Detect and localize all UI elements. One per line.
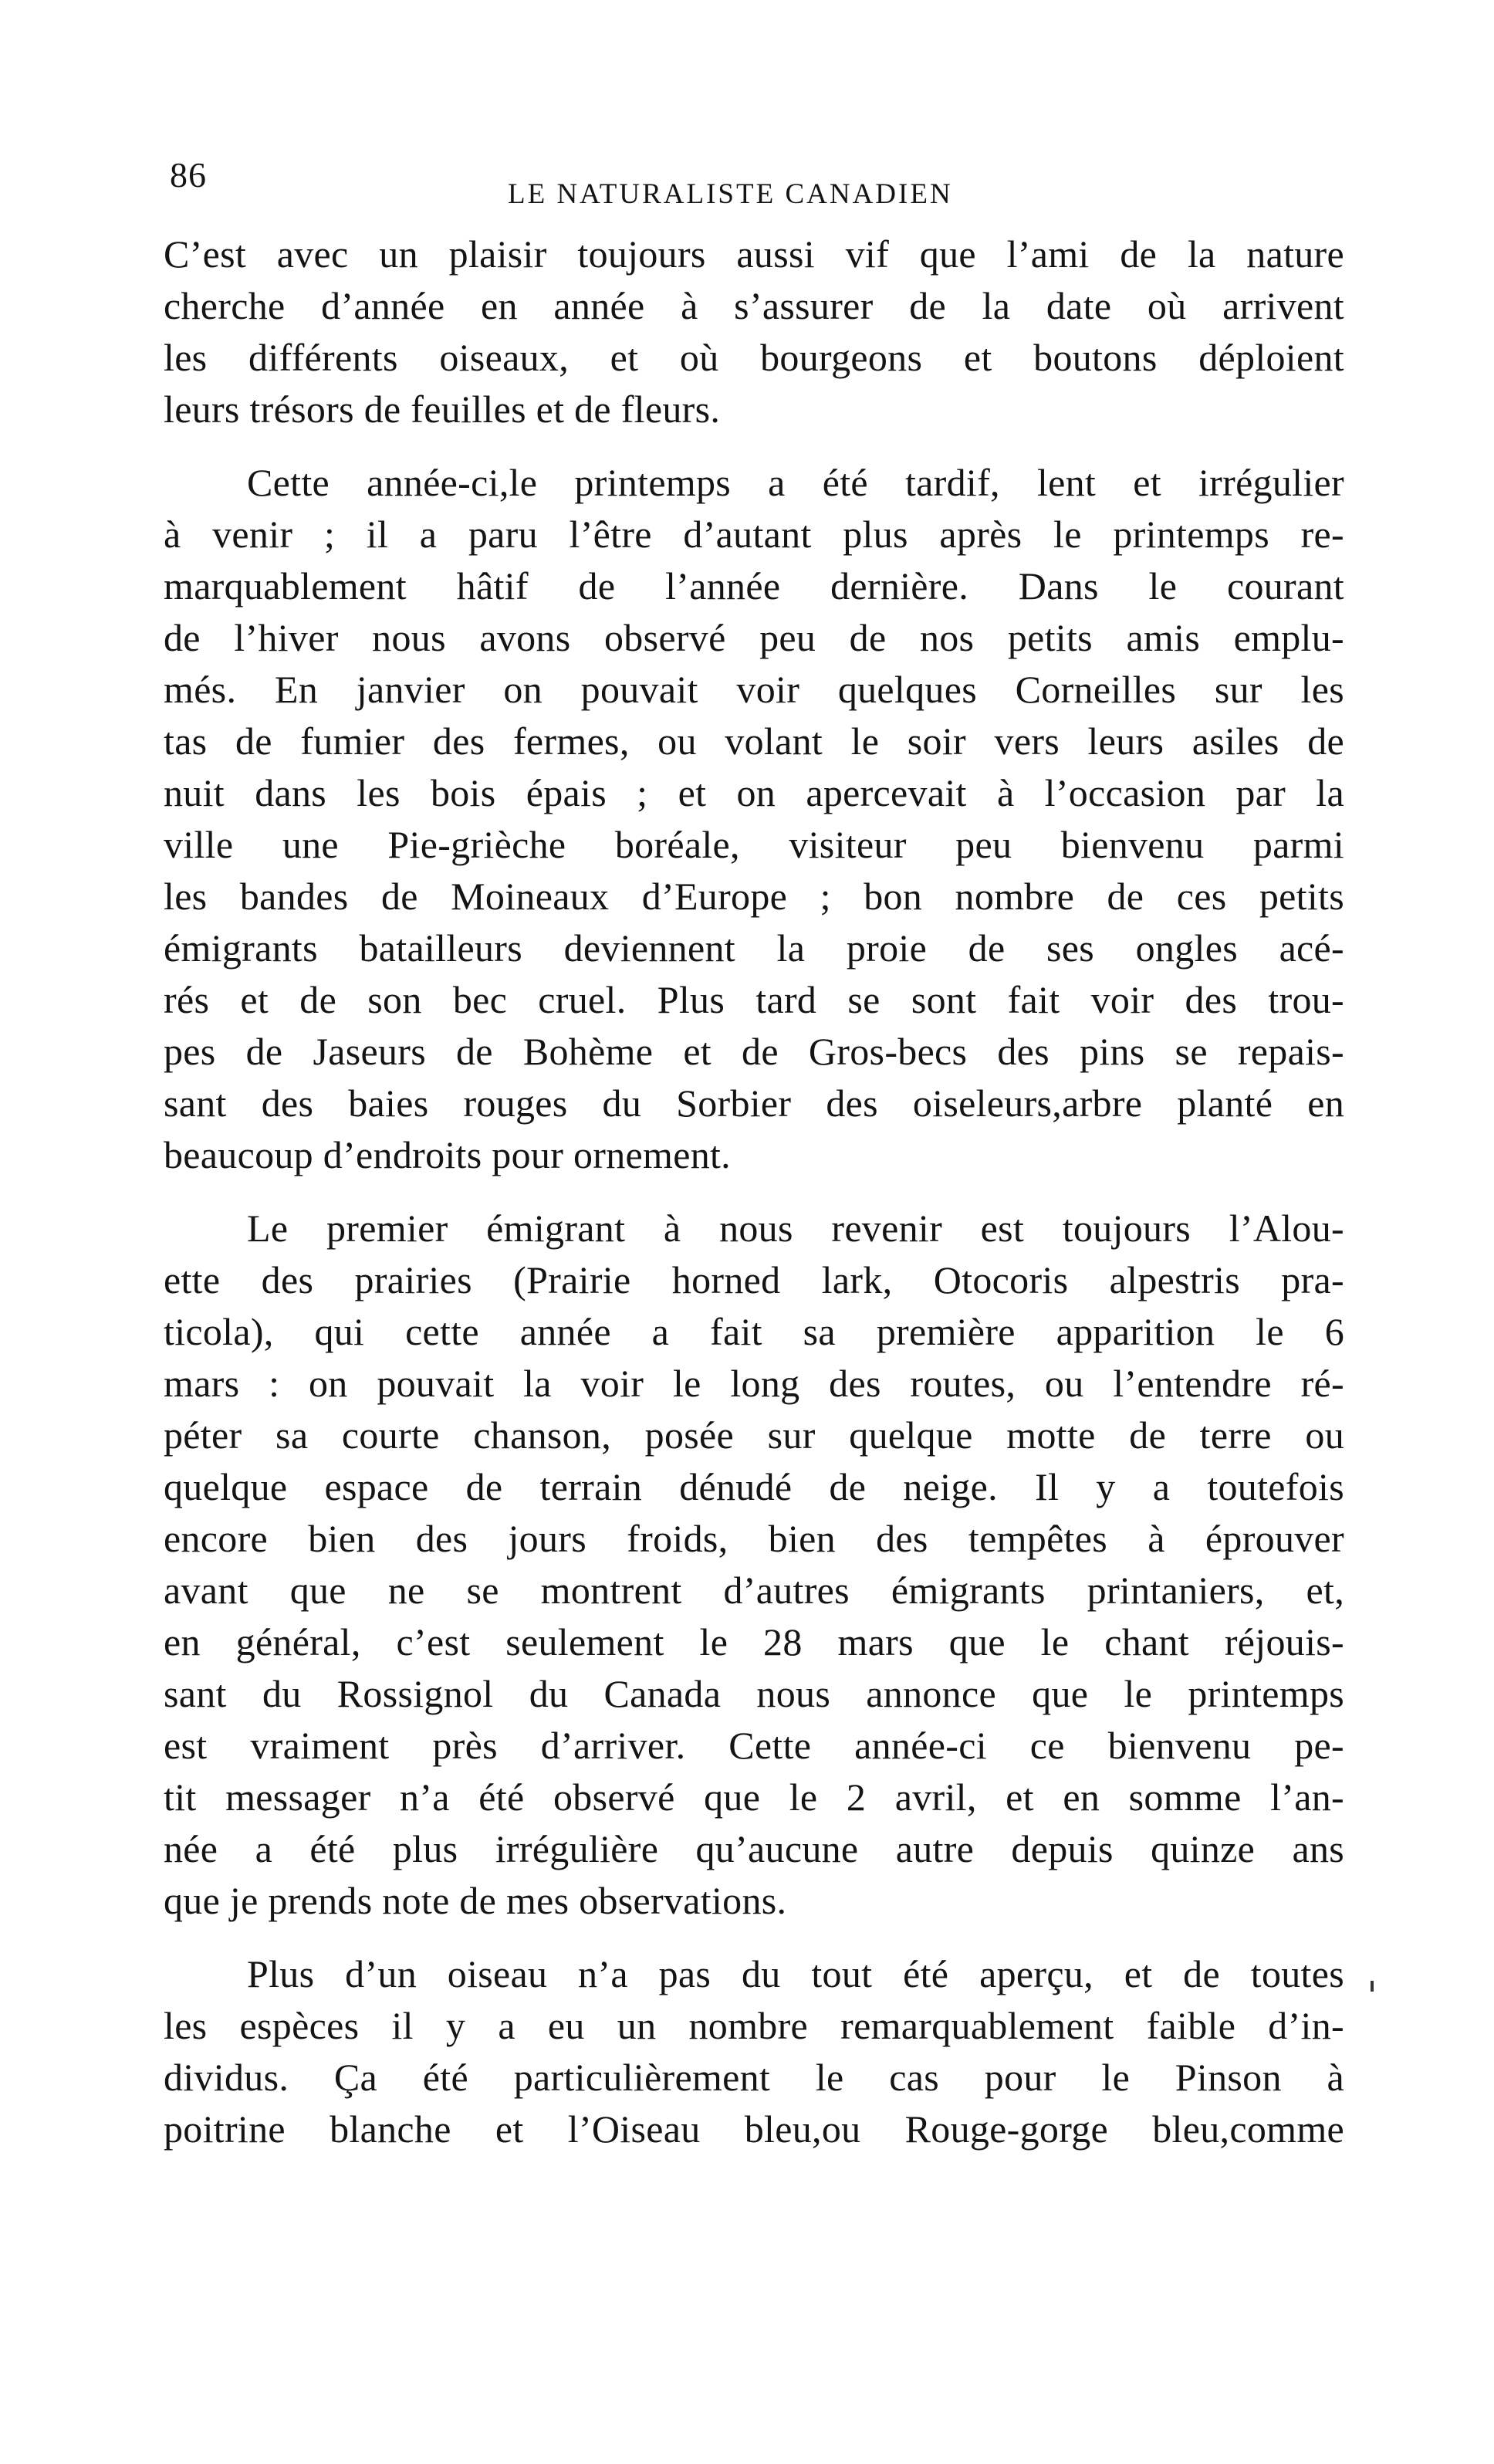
running-title: LE NATURALISTE CANADIEN: [508, 178, 953, 210]
text-line: les bandes de Moineaux d’Europe ; bon nombre de ces petits: [164, 875, 1344, 918]
text-line: ville une Pie-grièche boréale, visiteur peu bienvenu parmi: [164, 823, 1344, 866]
text-line: sant des baies rouges du Sorbier des oiseleurs,arbre planté en: [164, 1081, 1344, 1125]
text-line: tas de fumier des fermes, ou volant le soir vers leurs asiles de: [164, 719, 1344, 763]
text-line: ette des prairies (Prairie horned lark, Otocoris alpestris pra-: [164, 1258, 1344, 1301]
text-line: sant du Rossignol du Canada nous annonce que le printemps: [164, 1672, 1344, 1715]
text-line: poitrine blanche et l’Oiseau bleu,ou Rouge-gorge bleu,comme: [164, 2107, 1344, 2151]
text-line: péter sa courte chanson, posée sur quelque motte de terre ou: [164, 1413, 1344, 1457]
text-line: quelque espace de terrain dénudé de neige. Il y a toutefois: [164, 1465, 1344, 1508]
body-text: [164, 228, 1344, 2177]
text-line: les différents oiseaux, et où bourgeons et boutons déploient: [164, 336, 1344, 379]
text-line: mars : on pouvait la voir le long des routes, ou l’entendre ré-: [164, 1362, 1344, 1405]
text-line: Cette année-ci,le printemps a été tardif, lent et irrégulier: [247, 461, 1344, 504]
ink-speck: [1371, 1981, 1374, 1992]
text-line: émigrants batailleurs deviennent la proie de ses ongles acé-: [164, 926, 1344, 970]
text-line: més. En janvier on pouvait voir quelques Corneilles sur les: [164, 668, 1344, 711]
text-line: cherche d’année en année à s’assurer de la date où arrivent: [164, 284, 1344, 327]
text-line: pes de Jaseurs de Bohème et de Gros-becs des pins se repais-: [164, 1030, 1344, 1073]
text-line: avant que ne se montrent d’autres émigrants printaniers, et,: [164, 1569, 1344, 1612]
paragraph: [164, 228, 1344, 435]
text-line: rés et de son bec cruel. Plus tard se sont fait voir des trou-: [164, 978, 1344, 1021]
page-header: [170, 154, 1327, 208]
text-line: encore bien des jours froids, bien des tempêtes à éprouver: [164, 1517, 1344, 1560]
paragraph: [164, 1948, 1344, 2155]
text-line: dividus. Ça été particulièrement le cas pour le Pinson à: [164, 2056, 1344, 2099]
text-line: née a été plus irrégulière qu’aucune autre depuis quinze ans: [164, 1827, 1344, 1870]
text-line: nuit dans les bois épais ; et on apercevait à l’occasion par la: [164, 771, 1344, 814]
text-line: les espèces il y a eu un nombre remarquablement faible d’in-: [164, 2004, 1344, 2047]
text-line: tit messager n’a été observé que le 2 avril, et en somme l’an-: [164, 1775, 1344, 1819]
page-number: 86: [170, 155, 207, 195]
text-line: leurs trésors de feuilles et de fleurs.: [164, 388, 721, 431]
text-line: de l’hiver nous avons observé peu de nos petits amis emplu-: [164, 616, 1344, 659]
text-line: Plus d’un oiseau n’a pas du tout été aperçu, et de toutes: [247, 1952, 1344, 1995]
paragraph: [164, 1203, 1344, 1927]
text-line: que je prends note de mes observations.: [164, 1879, 787, 1922]
paragraph: [164, 457, 1344, 1181]
text-line: beaucoup d’endroits pour ornement.: [164, 1133, 731, 1176]
text-line: Le premier émigrant à nous revenir est toujours l’Alou-: [247, 1207, 1344, 1250]
text-line: en général, c’est seulement le 28 mars que le chant réjouis-: [164, 1620, 1344, 1664]
text-line: est vraiment près d’arriver. Cette année-ci ce bienvenu pe-: [164, 1724, 1344, 1767]
text-line: à venir ; il a paru l’être d’autant plus après le printemps re-: [164, 513, 1344, 556]
text-line: marquablement hâtif de l’année dernière. Dans le courant: [164, 564, 1344, 608]
text-line: ticola), qui cette année a fait sa première apparition le 6: [164, 1310, 1344, 1353]
text-line: C’est avec un plaisir toujours aussi vif que l’ami de la nature: [164, 232, 1344, 276]
